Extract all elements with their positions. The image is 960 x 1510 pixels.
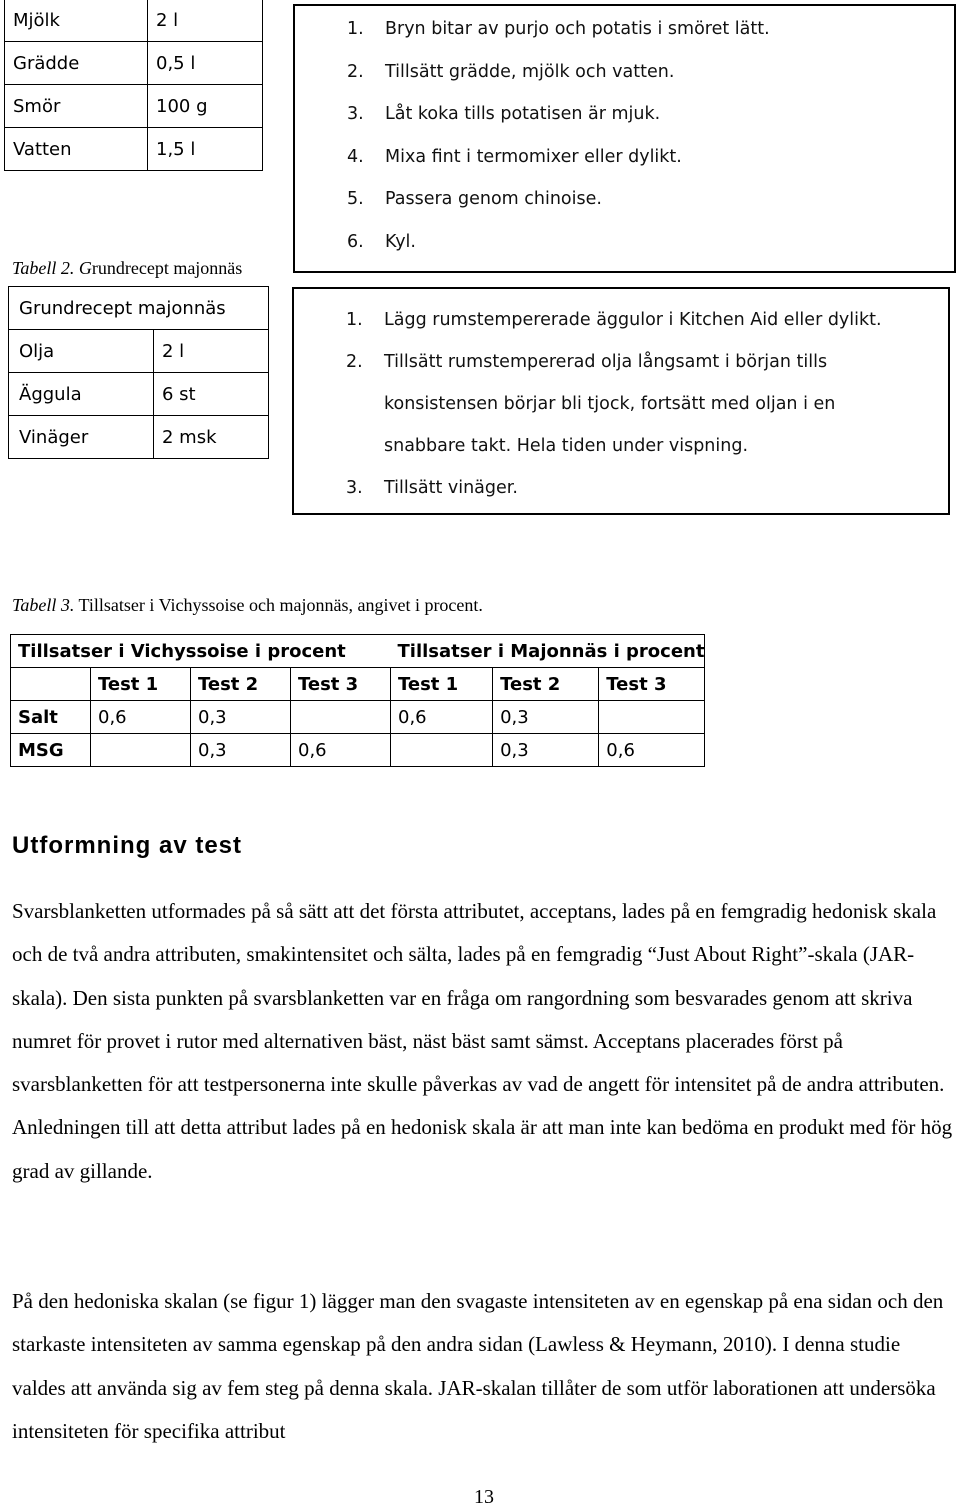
table-row [11, 668, 705, 701]
vichyssoise-group-header: Tillsatser i Vichyssoise i procent [11, 635, 391, 668]
list-item [347, 221, 954, 264]
table-row [9, 330, 269, 373]
column-header: Test 1 [91, 668, 191, 701]
list-item [346, 467, 908, 509]
step-number: 1. [346, 310, 363, 330]
step-text: Låt koka tills potatisen är mjuk. [385, 104, 661, 124]
step-number: 3. [347, 104, 364, 124]
table-cell [391, 734, 493, 767]
row-header: Salt [11, 701, 91, 734]
column-header: Test 1 [391, 668, 493, 701]
list-item [347, 51, 954, 94]
body-paragraph: Svarsblanketten utformades på så sätt att det första attributet, acceptans, lades på en femgradig hedonisk skala och de två andra attributen, smakintensitet och sälta, lades på en femgradig “Just About Right”-skala (JAR-skala). Den sista punkten på svarsblanketten var en fråga om rangordning som besvarades genom att skriva numret för provet i rutor med alternativen bäst, näst bäst samt sämst. Acceptans placerades först på svarsblanketten för att testpersonerna inte skulle påverkas av vad de angett för intensitet på de andra attributen. Anledningen till att detta attribut lades på en hedonisk skala är att man inte kan bedöma en produkt med för hög grad av gillande. [12, 899, 953, 1183]
table-row [9, 287, 269, 330]
table-cell: 0,6 [91, 701, 191, 734]
step-text: Kyl. [385, 231, 416, 252]
ingredient-amount: 100 g [148, 85, 263, 128]
empty-cell [11, 668, 91, 701]
ingredient-name: Olja [9, 330, 154, 373]
caption-label: Tabell 3. [12, 595, 75, 615]
step-number: 4. [347, 146, 364, 167]
table3-caption [12, 595, 483, 616]
list-item [346, 299, 908, 341]
table-cell: 0,3 [493, 734, 599, 767]
additives-table [10, 634, 705, 767]
table-row [5, 128, 263, 171]
list-item [347, 93, 954, 136]
ingredient-name: Mjölk [5, 0, 148, 42]
list-item [347, 178, 954, 221]
table-cell [599, 701, 705, 734]
ingredient-amount: 2 msk [154, 416, 269, 459]
step-number: 2. [346, 352, 363, 372]
method-steps [346, 299, 908, 509]
column-header: Test 2 [191, 668, 291, 701]
table-row [5, 85, 263, 128]
row-header: MSG [11, 734, 91, 767]
page-number: 13 [474, 1486, 494, 1508]
step-number: 2. [347, 61, 364, 82]
mayonnaise-ingredients-table [8, 286, 269, 459]
section-heading: Utformning av test [12, 832, 243, 859]
list-item [347, 136, 954, 179]
table-row [11, 701, 705, 734]
ingredient-name: Äggula [9, 373, 154, 416]
step-number: 6. [347, 231, 364, 252]
list-item [346, 341, 908, 467]
vichyssoise-ingredients-table [4, 0, 263, 171]
ingredient-name: Vatten [5, 128, 148, 171]
ingredient-amount: 6 st [154, 373, 269, 416]
table-cell: 0,6 [599, 734, 705, 767]
vichyssoise-method-box [293, 4, 956, 273]
table-row [11, 635, 705, 668]
table-row [5, 0, 263, 42]
table-row [11, 734, 705, 767]
table-cell: 0,3 [191, 734, 291, 767]
step-text: Tillsätt vinäger. [384, 478, 518, 498]
ingredient-amount: 2 l [154, 330, 269, 373]
step-text: Mixa fint i termomixer eller dylikt. [385, 146, 682, 167]
step-number: 3. [346, 478, 363, 498]
column-header: Test 3 [599, 668, 705, 701]
step-text: Lägg rumstempererade äggulor i Kitchen Aid eller dylikt. [384, 310, 882, 330]
step-number: 1. [347, 19, 364, 39]
table-cell [291, 701, 391, 734]
ingredient-name: Vinäger [9, 416, 154, 459]
list-item [347, 8, 954, 51]
step-text: Tillsätt grädde, mjölk och vatten. [385, 61, 675, 82]
table-row [9, 416, 269, 459]
body-paragraph: På den hedoniska skalan (se figur 1) lägger man den svagaste intensiteten av en egenskap på ena sidan och den starkaste intensiteten av samma egenskap på den andra sidan (Lawless & Heymann, 2010). I denna studie valdes att använda sig av fem steg på denna skala. JAR-skalan tillåter de som utför laborationen att undersöka intensiteten för specifika attribut [12, 1289, 944, 1443]
table-cell: 0,6 [291, 734, 391, 767]
table-cell: 0,6 [391, 701, 493, 734]
ingredient-amount: 1,5 l [148, 128, 263, 171]
ingredient-name: Grädde [5, 42, 148, 85]
column-header: Test 2 [493, 668, 599, 701]
caption-text: rundrecept majonnäs [91, 258, 243, 278]
table-cell: 0,3 [493, 701, 599, 734]
step-text: Passera genom chinoise. [385, 189, 602, 209]
table2-caption [12, 258, 242, 279]
ingredient-amount: 0,5 l [148, 42, 263, 85]
method-steps [347, 8, 954, 263]
mayonnaise-group-header: Tillsatser i Majonnäs i procent [391, 635, 705, 668]
step-text: Bryn bitar av purjo och potatis i smöret lätt. [385, 19, 770, 39]
ingredient-name: Smör [5, 85, 148, 128]
ingredient-amount: 2 l [148, 0, 263, 42]
table-row [5, 42, 263, 85]
table-cell: 0,3 [191, 701, 291, 734]
column-header: Test 3 [291, 668, 391, 701]
table-row [9, 373, 269, 416]
caption-text: Tillsatser i Vichyssoise och majonnäs, angivet i procent. [78, 595, 483, 615]
caption-initial: G [78, 258, 92, 278]
mayonnaise-method-box [292, 287, 950, 515]
caption-label: Tabell 2. [12, 258, 75, 278]
table-cell [91, 734, 191, 767]
step-number: 5. [347, 189, 364, 209]
table-header: Grundrecept majonnäs [9, 287, 269, 330]
step-text: Tillsätt rumstempererad olja långsamt i början tills konsistensen börjar bli tjock, fortsätt med oljan i en snabbare takt. Hela tiden under vispning. [384, 352, 836, 456]
